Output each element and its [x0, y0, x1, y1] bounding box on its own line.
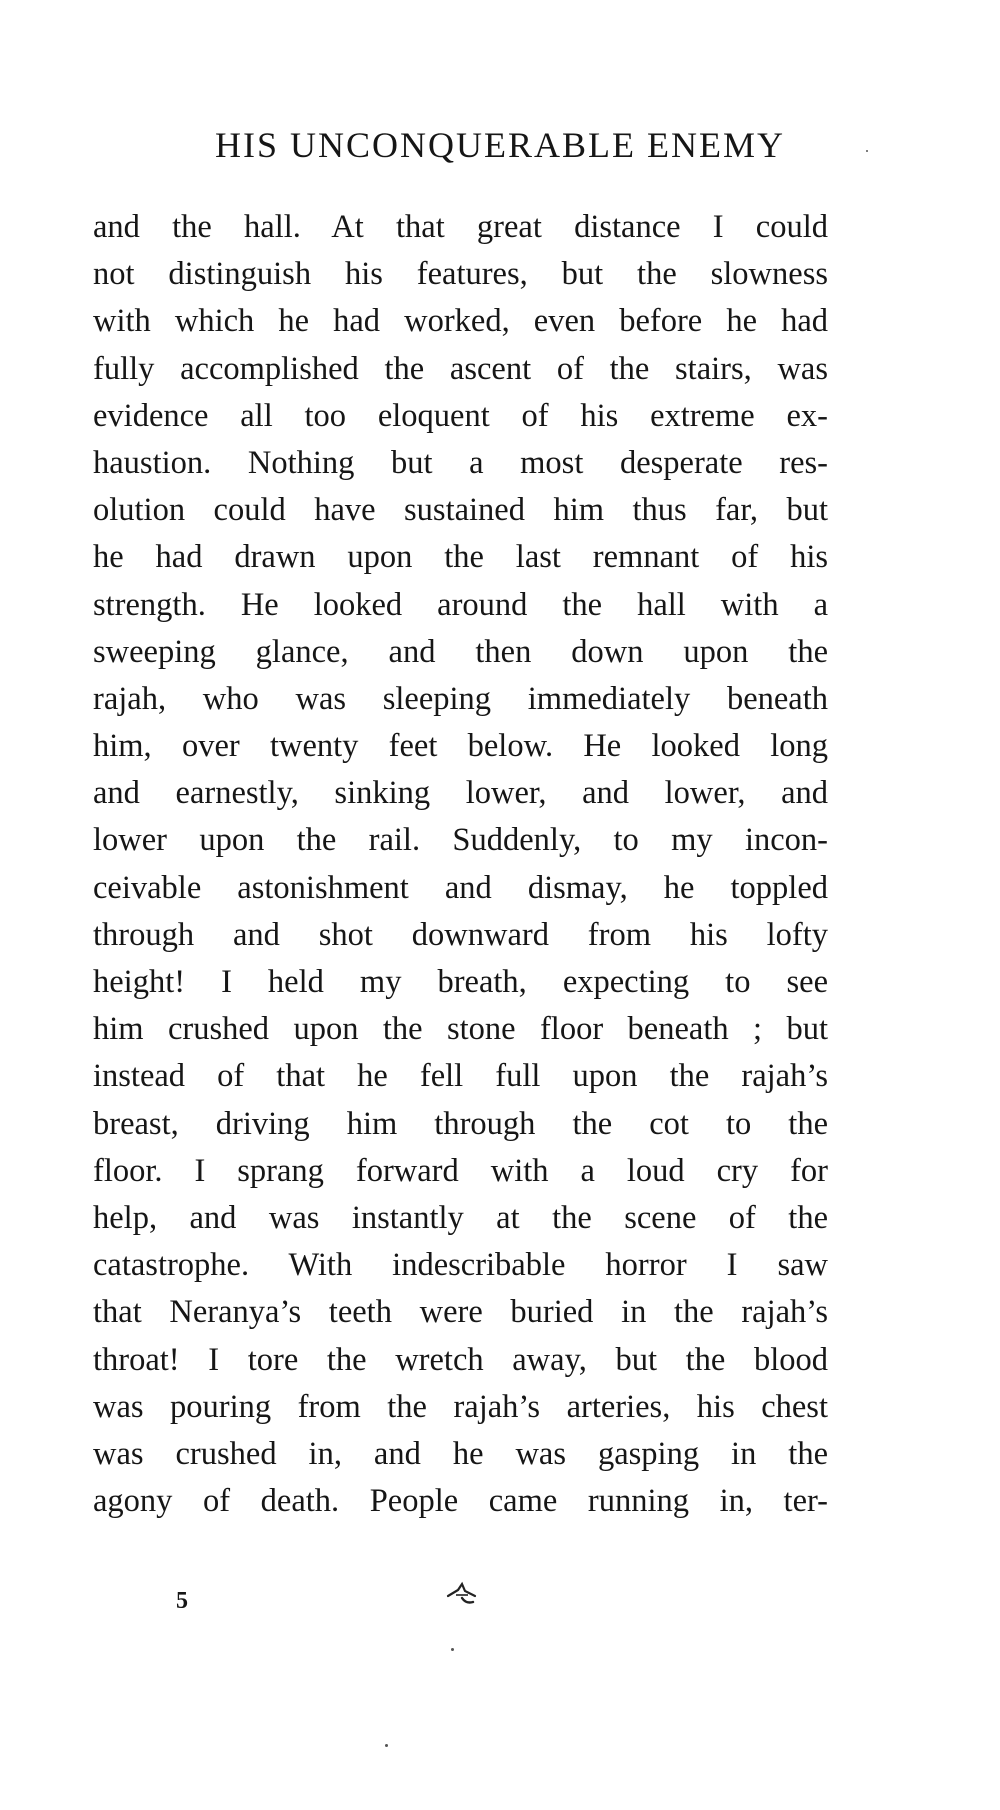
scan-speck	[385, 1744, 388, 1747]
text-line: fully accomplished the ascent of the stairs, was	[93, 350, 828, 387]
text-line: with which he had worked, even before he had	[93, 303, 828, 340]
running-head: HIS UNCONQUERABLE ENEMY	[215, 125, 785, 165]
text-line: evidence all too eloquent of his extreme ex-	[93, 397, 828, 434]
signature-mark: 5	[176, 1588, 188, 1614]
text-line: lower upon the rail. Suddenly, to my incon-	[93, 822, 828, 859]
scan-speck	[451, 1648, 454, 1651]
text-line: was pouring from the rajah’s arteries, his chest	[93, 1388, 828, 1425]
text-line: instead of that he fell full upon the rajah’s	[93, 1058, 828, 1095]
text-line: ceivable astonishment and dismay, he toppled	[93, 869, 828, 906]
text-line: and earnestly, sinking lower, and lower, and	[93, 775, 828, 812]
text-line: rajah, who was sleeping immediately beneath	[93, 680, 828, 717]
text-line: throat! I tore the wretch away, but the blood	[93, 1341, 828, 1378]
text-line: height! I held my breath, expecting to see	[93, 964, 828, 1000]
text-line: sweeping glance, and then down upon the	[93, 633, 828, 670]
text-line: catastrophe. With indescribable horror I saw	[93, 1247, 828, 1284]
text-line: agony of death. People came running in, ter-	[93, 1483, 828, 1520]
text-line: floor. I sprang forward with a loud cry for	[93, 1152, 828, 1189]
text-line: olution could have sustained him thus far, but	[93, 492, 828, 529]
text-line: haustion. Nothing but a most desperate res-	[93, 444, 828, 481]
text-line: not distinguish his features, but the slowness	[93, 256, 828, 293]
text-line: him, over twenty feet below. He looked long	[93, 728, 828, 765]
text-line: breast, driving him through the cot to the	[93, 1105, 828, 1142]
text-line: he had drawn upon the last remnant of his	[93, 539, 828, 576]
text-line: him crushed upon the stone floor beneath ; but	[93, 1011, 828, 1048]
scan-speck	[866, 150, 868, 152]
text-line: help, and was instantly at the scene of the	[93, 1199, 828, 1236]
text-line: that Neranya’s teeth were buried in the rajah’s	[93, 1294, 828, 1331]
text-line: through and shot downward from his lofty	[93, 916, 828, 953]
body-text	[93, 204, 828, 1525]
text-line: was crushed in, and he was gasping in the	[93, 1435, 828, 1472]
ornament-icon	[442, 1580, 482, 1608]
text-line: strength. He looked around the hall with a	[93, 586, 828, 623]
text-line: and the hall. At that great distance I could	[93, 209, 828, 245]
